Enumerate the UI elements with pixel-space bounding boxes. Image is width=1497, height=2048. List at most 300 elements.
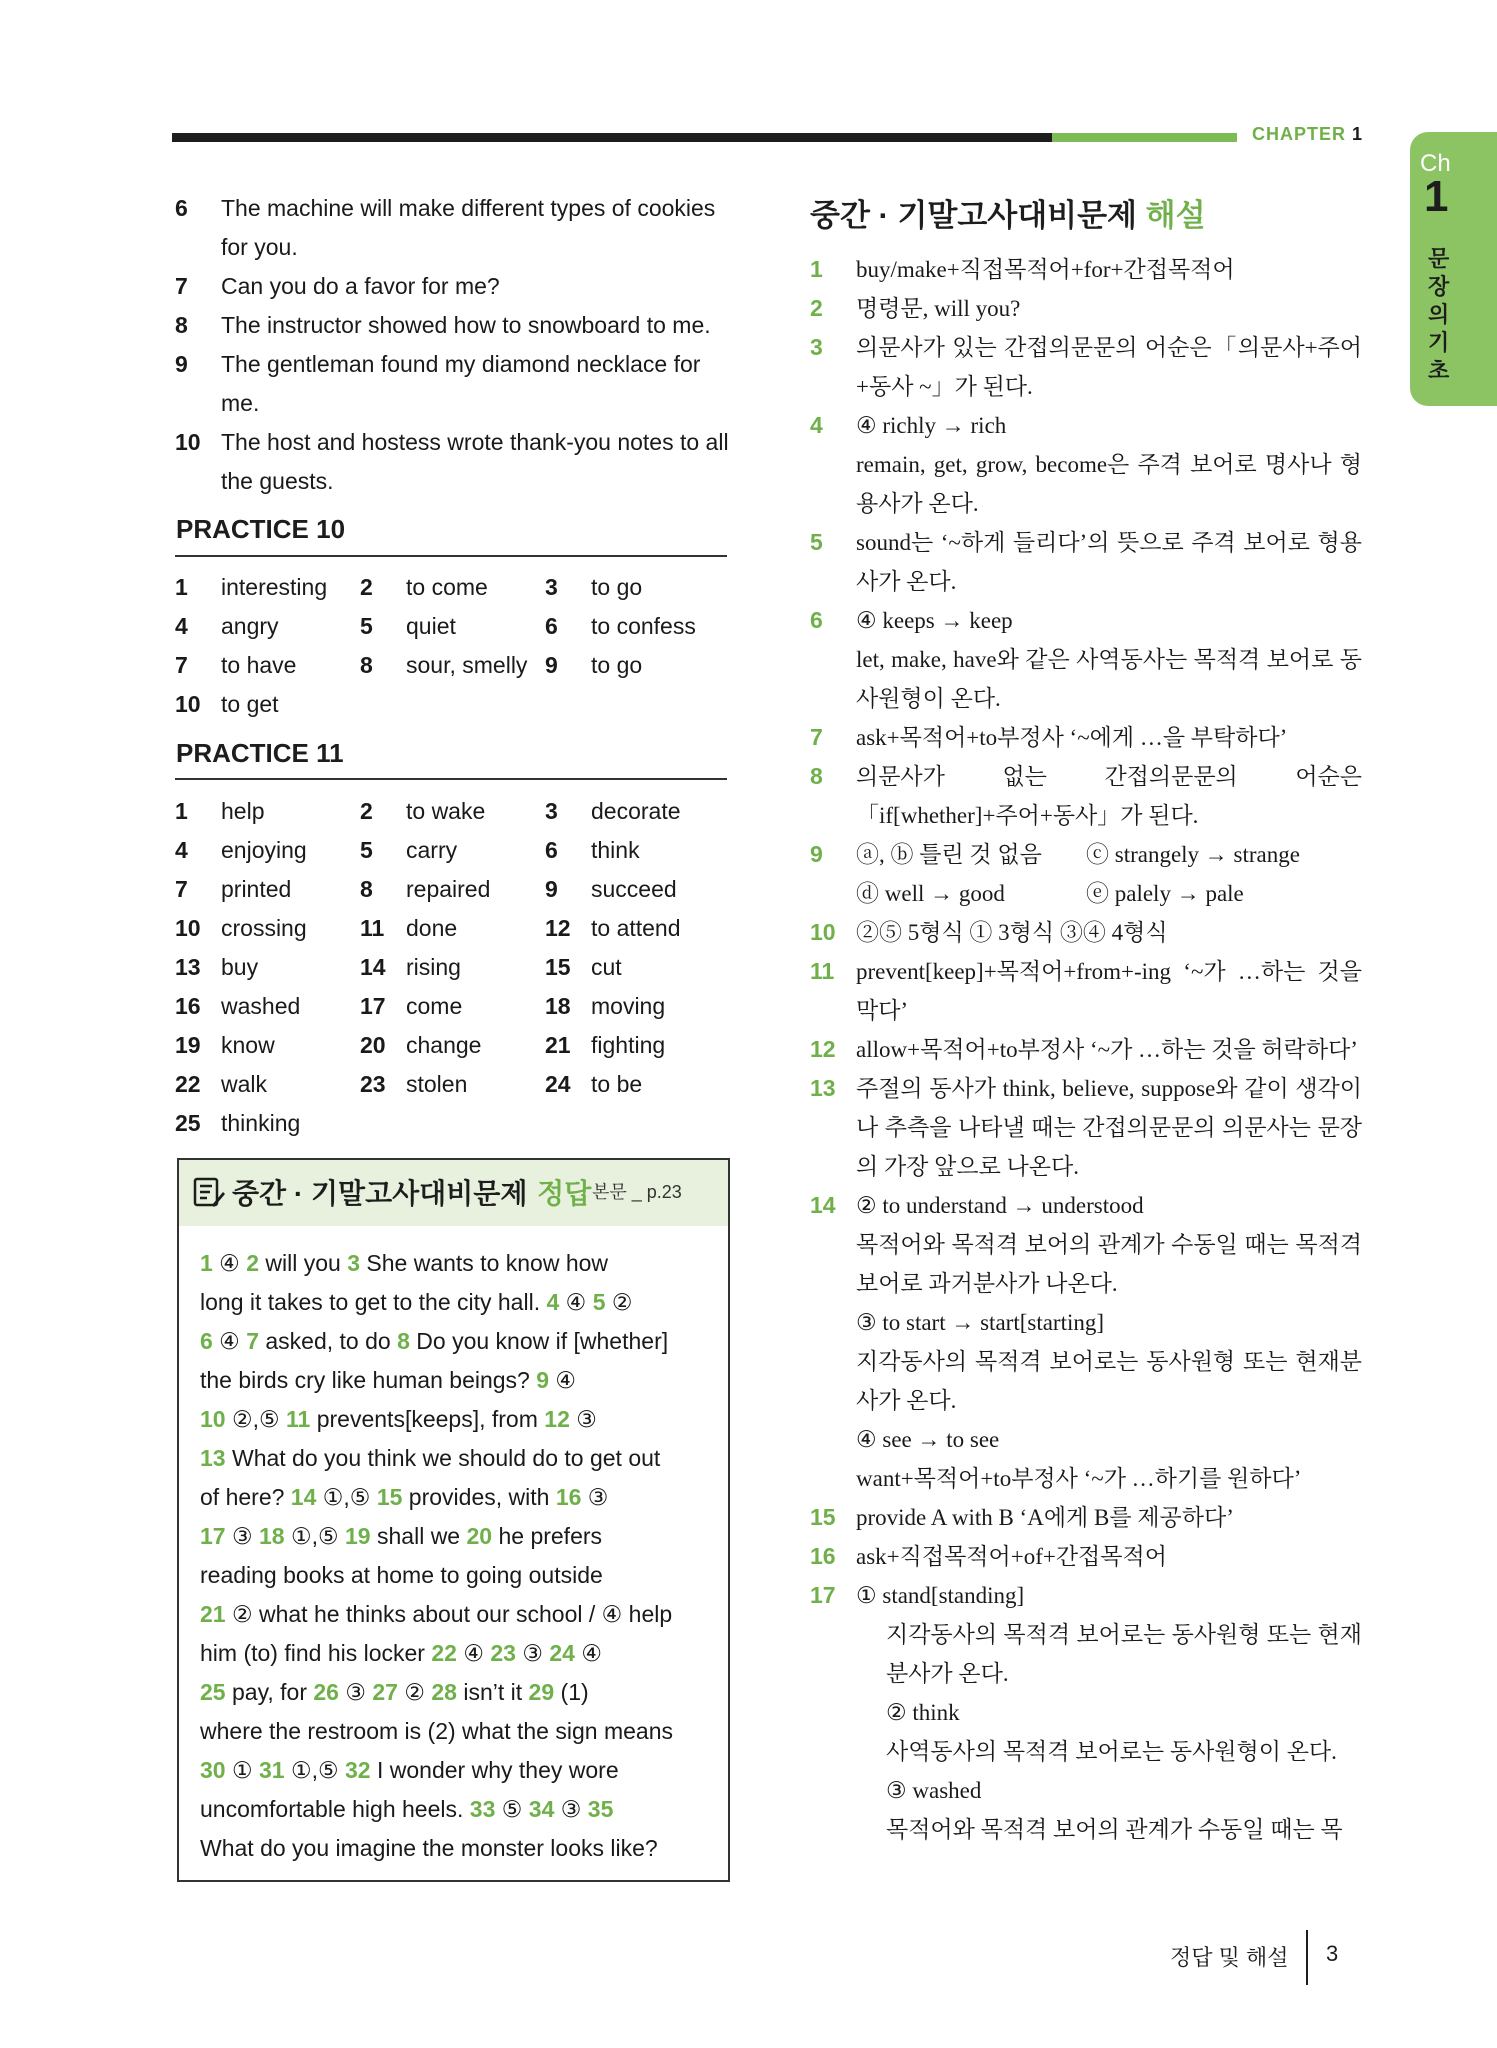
answer-key-number: 14 — [290, 1484, 317, 1510]
practice-11-answer — [360, 909, 545, 948]
answer-key-text: prevents[keeps], from — [310, 1406, 545, 1432]
answer-key-text: will you — [259, 1250, 348, 1276]
answer-key-text: ③ — [225, 1523, 259, 1549]
explanation-line: provide A with B ‘A에게 B를 제공하다’ — [856, 1505, 1234, 1530]
sentence-text: The machine will make different types of cookies for you. — [221, 195, 716, 260]
answer-key-text: ③ — [569, 1406, 597, 1432]
explanation-pair — [856, 835, 1362, 874]
answer-number: 10 — [175, 691, 201, 717]
explanation-line: ② to understand → understood — [856, 1193, 1144, 1218]
explanation-content — [856, 406, 1362, 523]
answer-key-text: of here? — [200, 1484, 291, 1510]
answer-text: done — [406, 915, 458, 941]
answer-key-number: 29 — [528, 1679, 555, 1705]
answer-line — [200, 1322, 720, 1361]
footer-divider — [1306, 1930, 1308, 1985]
explanation-item — [810, 1537, 1362, 1576]
practice-10-answer — [175, 685, 360, 724]
answer-key-text: ④ — [456, 1640, 491, 1666]
explanation-number: 8 — [810, 763, 823, 789]
explanation-subline: ② think — [886, 1700, 960, 1725]
explanation-title — [810, 190, 1206, 235]
answer-key-number: 34 — [528, 1796, 555, 1822]
answer-key-number: 31 — [259, 1757, 285, 1783]
practice-10-answer — [545, 607, 730, 646]
explanation-number: 14 — [810, 1192, 836, 1218]
answer-text: change — [406, 1032, 482, 1058]
answer-text: cut — [591, 954, 622, 980]
answer-key-text: isn’t it — [456, 1679, 529, 1705]
answer-number: 24 — [545, 1071, 571, 1097]
practice-11-answer — [360, 792, 545, 831]
sentence-item — [175, 423, 735, 501]
answer-page-ref: 본문 _ p.23 — [592, 1182, 682, 1202]
explanation-pair-item: ⓓ well → good — [856, 881, 1005, 906]
explanation-content — [856, 952, 1362, 1030]
explanation-line: 의문사가 있는 간접의문문의 어순은「의문사+주어+동사 ~」가 된다. — [856, 335, 1362, 399]
practice-11-answer — [545, 1026, 730, 1065]
practice-11-answer — [175, 948, 360, 987]
answer-key-text: uncomfortable high heels. — [200, 1796, 470, 1822]
practice-11-answer — [360, 870, 545, 909]
answer-text: to go — [591, 574, 643, 600]
answer-number: 9 — [545, 652, 558, 678]
answer-key-text: ④ — [549, 1367, 577, 1393]
sentence-number: 10 — [175, 429, 201, 455]
chapter-word: CHAPTER — [1252, 124, 1347, 144]
answer-key-number: 3 — [347, 1250, 360, 1276]
sentence-text: The gentleman found my diamond necklace for me. — [221, 351, 701, 416]
answer-text: moving — [591, 993, 666, 1019]
explanation-number: 3 — [810, 334, 823, 360]
explanation-line: ②⑤ 5형식 ① 3형식 ③④ 4형식 — [856, 920, 1168, 945]
answer-title-green: 정답 — [537, 1178, 592, 1209]
practice-11-heading — [176, 738, 344, 769]
explanation-line: buy/make+직접목적어+for+간접목적어 — [856, 257, 1235, 282]
answer-key-number: 9 — [536, 1367, 550, 1393]
sentence-item — [175, 189, 735, 267]
practice-10-answer — [360, 646, 545, 685]
answer-text: know — [221, 1032, 275, 1058]
answer-number: 9 — [545, 876, 558, 902]
answer-key-text: where the restroom is (2) what the sign means — [200, 1718, 673, 1744]
sentence-text: The host and hostess wrote thank-you notes to all the guests. — [221, 429, 729, 494]
explanation-content — [856, 250, 1362, 289]
practice-10-heading — [176, 514, 345, 545]
practice-11-answer — [545, 831, 730, 870]
explanation-item — [810, 250, 1362, 289]
header-rule-green — [1052, 133, 1237, 142]
explanation-line: allow+목적어+to부정사 ‘~가 …하는 것을 허락하다’ — [856, 1037, 1358, 1062]
answer-text: help — [221, 798, 265, 824]
answer-number: 5 — [360, 837, 373, 863]
sentence-item — [175, 345, 735, 423]
answer-number: 8 — [360, 876, 373, 902]
answer-key-number: 10 — [200, 1406, 226, 1432]
answer-key-text: long it takes to get to the city hall. — [200, 1289, 547, 1315]
sentence-text: Can you do a favor for me? — [221, 273, 500, 299]
answer-text: carry — [406, 837, 458, 863]
explanation-item — [810, 718, 1362, 757]
explanation-line: ③ to start → start[starting] — [856, 1310, 1105, 1335]
answer-key-text: ③ — [581, 1484, 609, 1510]
answer-key-number: 4 — [546, 1289, 560, 1315]
answer-key-number: 25 — [200, 1679, 226, 1705]
answer-number: 14 — [360, 954, 386, 980]
explanation-line: ask+직접목적어+of+간접목적어 — [856, 1544, 1167, 1569]
explanation-line: remain, get, grow, become은 주격 보어로 명사나 형용사가 온다. — [856, 452, 1362, 516]
header-rule-dark — [172, 133, 1052, 142]
answer-key-number: 13 — [200, 1445, 226, 1471]
answer-key-text: ② — [397, 1679, 432, 1705]
answer-text: to be — [591, 1071, 643, 1097]
answer-key-number: 23 — [490, 1640, 516, 1666]
answer-key-number: 1 — [200, 1250, 213, 1276]
answer-text: decorate — [591, 798, 681, 824]
sentence-number: 9 — [175, 351, 188, 377]
note-pencil-icon — [192, 1175, 226, 1216]
answer-text: to confess — [591, 613, 696, 639]
answer-key-text: provides, with — [402, 1484, 556, 1510]
chapter-label — [1252, 124, 1363, 145]
explanation-item — [810, 1030, 1362, 1069]
answer-key-number: 21 — [200, 1601, 226, 1627]
sentence-item — [175, 306, 735, 345]
answer-key-text: (1) — [554, 1679, 589, 1705]
practice-10-answer — [360, 607, 545, 646]
answer-number: 8 — [360, 652, 373, 678]
answer-line — [200, 1634, 720, 1673]
answer-line — [200, 1283, 720, 1322]
answer-text: repaired — [406, 876, 491, 902]
answer-text: enjoying — [221, 837, 307, 863]
answer-number: 4 — [175, 837, 188, 863]
answer-text: rising — [406, 954, 461, 980]
answer-line — [200, 1556, 720, 1595]
explanation-content — [856, 1498, 1362, 1537]
practice-10-answer — [360, 568, 545, 607]
answer-number: 16 — [175, 993, 201, 1019]
answer-key-text: ⑤ — [495, 1796, 529, 1822]
answer-key-text: I wonder why they wore — [370, 1757, 619, 1783]
practice-11-answer — [175, 870, 360, 909]
explanation-line: 명령문, will you? — [856, 296, 1021, 321]
answer-text: walk — [221, 1071, 268, 1097]
explanation-item — [810, 835, 1362, 913]
practice-11-answer — [545, 792, 730, 831]
answer-key-number: 11 — [286, 1406, 311, 1432]
answer-number: 23 — [360, 1071, 386, 1097]
answer-number: 5 — [360, 613, 373, 639]
answer-text: crossing — [221, 915, 307, 941]
answer-key-number: 15 — [376, 1484, 403, 1510]
explanation-line: ④ keeps → keep — [856, 608, 1013, 633]
side-tab-number: 1 — [1424, 172, 1449, 221]
answer-text: washed — [221, 993, 301, 1019]
answer-text: to attend — [591, 915, 681, 941]
explanation-item — [810, 406, 1362, 523]
answer-key-number: 32 — [345, 1757, 371, 1783]
explanation-subline: 지각동사의 목적격 보어로는 동사원형 또는 현재분사가 온다. — [886, 1622, 1362, 1686]
answer-line — [200, 1829, 720, 1868]
explanation-item — [810, 1576, 1362, 1849]
answer-key-number: 26 — [313, 1679, 339, 1705]
answer-key-number: 24 — [549, 1640, 575, 1666]
answer-key-number: 19 — [345, 1523, 371, 1549]
explanation-number: 9 — [810, 841, 823, 867]
answer-text: stolen — [406, 1071, 468, 1097]
explanation-title-text: 중간 · 기말고사대비문제 — [810, 198, 1138, 233]
answer-key-number: 8 — [397, 1328, 410, 1354]
answer-number: 6 — [545, 837, 558, 863]
explanation-line: ④ see → to see — [856, 1427, 1000, 1452]
practice-number: 10 — [316, 514, 346, 544]
answer-number: 4 — [175, 613, 188, 639]
practice-11-answer — [175, 1104, 360, 1143]
explanation-item — [810, 1069, 1362, 1186]
page-number: 3 — [1326, 1941, 1339, 1966]
practice-10-answer — [175, 568, 360, 607]
explanation-line: 의문사가 없는 간접의문문의 어순은「if[whether]+주어+동사」가 된다. — [856, 764, 1362, 828]
practice-10-rule — [175, 555, 727, 557]
explanation-content — [856, 913, 1362, 952]
answer-line — [200, 1517, 720, 1556]
explanation-content — [856, 757, 1362, 835]
answer-key-number: 5 — [592, 1289, 606, 1315]
practice-11-answer — [175, 909, 360, 948]
practice-11-answer — [360, 987, 545, 1026]
answer-line — [200, 1751, 720, 1790]
answer-number: 7 — [175, 652, 188, 678]
sentence-text: The instructor showed how to snowboard to me. — [221, 312, 711, 338]
explanation-line: prevent[keep]+목적어+from+-ing ‘~가 …하는 것을 막다’ — [856, 959, 1362, 1023]
sentence-number: 6 — [175, 195, 188, 221]
answer-line — [200, 1244, 720, 1283]
explanation-content — [856, 1069, 1362, 1186]
sentence-item — [175, 267, 735, 306]
answer-number: 22 — [175, 1071, 201, 1097]
answer-number: 11 — [360, 915, 385, 941]
answer-number: 21 — [545, 1032, 571, 1058]
practice-11-answer — [360, 1026, 545, 1065]
explanation-number: 12 — [810, 1036, 836, 1062]
practice-label: PRACTICE — [176, 738, 309, 768]
answer-key-number: 30 — [200, 1757, 226, 1783]
practice-11-answer — [360, 831, 545, 870]
answer-key-text: ② — [605, 1289, 633, 1315]
answer-text: printed — [221, 876, 292, 902]
answer-number: 7 — [175, 876, 188, 902]
explanation-item — [810, 1498, 1362, 1537]
explanation-pair-item: ⓒ strangely → strange — [1086, 842, 1300, 867]
answer-text: interesting — [221, 574, 328, 600]
explanation-number: 7 — [810, 724, 823, 750]
chapter-number: 1 — [1352, 124, 1364, 144]
explanation-item — [810, 289, 1362, 328]
answer-number: 10 — [175, 915, 201, 941]
answer-key-text: ②,⑤ — [225, 1406, 287, 1432]
explanation-number: 16 — [810, 1543, 836, 1569]
explanation-line: ask+목적어+to부정사 ‘~에게 …을 부탁하다’ — [856, 725, 1288, 750]
explanation-content — [856, 1186, 1362, 1498]
answer-key-number: 18 — [259, 1523, 285, 1549]
practice-11-answer — [175, 1026, 360, 1065]
explanation-item — [810, 1186, 1362, 1498]
answer-number: 3 — [545, 574, 558, 600]
answer-key-text: ① — [225, 1757, 259, 1783]
answer-key-text: reading books at home to going outside — [200, 1562, 603, 1588]
answer-key-text: What do you imagine the monster looks like? — [200, 1835, 658, 1861]
answer-number: 17 — [360, 993, 386, 1019]
answer-box-body — [200, 1244, 720, 1868]
explanation-subline: ③ washed — [886, 1778, 982, 1803]
answer-key-number: 28 — [431, 1679, 457, 1705]
explanation-subline: 목적어와 목적격 보어의 관계가 수동일 때는 목 — [886, 1817, 1343, 1842]
answer-text: thinking — [221, 1110, 301, 1136]
explanation-item — [810, 601, 1362, 718]
answer-number: 19 — [175, 1032, 201, 1058]
answer-key-text: ①,⑤ — [284, 1523, 346, 1549]
practice-10-answers — [175, 568, 735, 724]
answer-key-number: 22 — [431, 1640, 457, 1666]
answer-text: angry — [221, 613, 279, 639]
answer-key-number: 17 — [200, 1523, 226, 1549]
practice-11-answer — [545, 948, 730, 987]
explanation-content — [856, 1030, 1362, 1069]
practice-label: PRACTICE — [176, 514, 309, 544]
practice-11-answer — [545, 987, 730, 1026]
explanation-item — [810, 913, 1362, 952]
explanation-line: ④ richly → rich — [856, 413, 1007, 438]
answer-key-text: ④ — [212, 1328, 247, 1354]
practice-11-rule — [175, 778, 727, 780]
answer-number: 13 — [175, 954, 201, 980]
answer-number: 3 — [545, 798, 558, 824]
answer-number: 2 — [360, 798, 373, 824]
explanation-list — [810, 250, 1362, 1849]
answer-line — [200, 1361, 720, 1400]
explanation-number: 6 — [810, 607, 823, 633]
explanation-number: 1 — [810, 256, 823, 282]
answer-number: 2 — [360, 574, 373, 600]
explanation-item — [810, 952, 1362, 1030]
explanation-line: ① stand[standing] — [856, 1583, 1025, 1608]
answer-text: buy — [221, 954, 259, 980]
explanation-number: 11 — [810, 958, 835, 984]
answer-key-number: 7 — [246, 1328, 259, 1354]
explanation-content — [856, 835, 1362, 913]
side-tab-title: 문장의기초 — [1428, 246, 1450, 383]
explanation-item — [810, 523, 1362, 601]
practice-11-answers — [175, 792, 735, 1143]
answer-text: succeed — [591, 876, 677, 902]
explanation-content — [856, 289, 1362, 328]
practice-11-answer — [545, 909, 730, 948]
explanation-pair — [856, 874, 1362, 913]
answer-key-number: 16 — [555, 1484, 582, 1510]
practice-10-answer — [545, 646, 730, 685]
answer-key-number: 33 — [469, 1796, 496, 1822]
explanation-item — [810, 328, 1362, 406]
answer-text: come — [406, 993, 463, 1019]
sentence-list — [175, 189, 735, 501]
answer-title-text: 중간 · 기말고사대비문제 — [232, 1178, 528, 1209]
answer-line — [200, 1595, 720, 1634]
explanation-number: 10 — [810, 919, 836, 945]
explanation-line: let, make, have와 같은 사역동사는 목적격 보어로 동사원형이 온다. — [856, 647, 1362, 711]
explanation-content — [856, 718, 1362, 757]
explanation-content — [856, 1537, 1362, 1576]
side-tab-ch: Ch — [1420, 150, 1451, 177]
practice-11-answer — [545, 1065, 730, 1104]
answer-key-text: ② what he thinks about our school / ④ help — [225, 1601, 673, 1627]
practice-11-answer — [545, 870, 730, 909]
explanation-number: 15 — [810, 1504, 836, 1530]
answer-key-text: ④ — [212, 1250, 247, 1276]
explanation-line: 지각동사의 목적격 보어로는 동사원형 또는 현재분사가 온다. — [856, 1349, 1362, 1413]
answer-line — [200, 1439, 720, 1478]
answer-number: 1 — [175, 798, 188, 824]
answer-key-number: 12 — [544, 1406, 570, 1432]
explanation-number: 13 — [810, 1075, 836, 1101]
answer-key-text: him (to) find his locker — [200, 1640, 432, 1666]
practice-11-answer — [175, 831, 360, 870]
explanation-subline: 사역동사의 목적격 보어로는 동사원형이 온다. — [886, 1739, 1337, 1764]
answer-key-text: She wants to know how — [360, 1250, 609, 1276]
answer-key-number: 20 — [466, 1523, 493, 1549]
explanation-pair-item: ⓐ, ⓑ 틀린 것 없음 — [856, 842, 1042, 867]
answer-key-text: ①,⑤ — [316, 1484, 377, 1510]
answer-key-text: ③ — [554, 1796, 588, 1822]
answer-text: quiet — [406, 613, 456, 639]
answer-key-text: ①,⑤ — [284, 1757, 346, 1783]
practice-10-answer — [545, 568, 730, 607]
explanation-title-green: 해설 — [1145, 198, 1206, 233]
explanation-line: sound는 ‘~하게 들리다’의 뜻으로 주격 보어로 형용사가 온다. — [856, 530, 1362, 594]
answer-text: to come — [406, 574, 488, 600]
explanation-item — [810, 757, 1362, 835]
explanation-number: 2 — [810, 295, 823, 321]
answer-text: to go — [591, 652, 643, 678]
answer-key-number: 6 — [200, 1328, 213, 1354]
footer-section: 정답 및 해설 — [1170, 1945, 1289, 1970]
answer-key-text: Do you know if [whether] — [409, 1328, 669, 1354]
answer-line — [200, 1400, 720, 1439]
practice-11-answer — [175, 792, 360, 831]
answer-line — [200, 1478, 720, 1517]
practice-11-answer — [175, 1065, 360, 1104]
answer-number: 18 — [545, 993, 571, 1019]
sentence-number: 8 — [175, 312, 188, 338]
explanation-line: want+목적어+to부정사 ‘~가 …하기를 원하다’ — [856, 1466, 1302, 1491]
explanation-line: 목적어와 목적격 보어의 관계가 수동일 때는 목적격 보어로 과거분사가 나온다. — [856, 1232, 1362, 1296]
answer-line — [200, 1673, 720, 1712]
explanation-content — [856, 601, 1362, 718]
explanation-pair-item: ⓔ palely → pale — [1086, 881, 1244, 906]
practice-number: 11 — [316, 738, 344, 768]
answer-key-number: 35 — [587, 1796, 614, 1822]
answer-key-text: What do you think we should do to get out — [225, 1445, 661, 1471]
answer-line — [200, 1790, 720, 1829]
practice-10-answer — [175, 607, 360, 646]
explanation-line: 주절의 동사가 think, believe, suppose와 같이 생각이나 추측을 나타낼 때는 간접의문문의 의문사는 문장의 가장 앞으로 나온다. — [856, 1076, 1362, 1179]
answer-key-text: the birds cry like human beings? — [200, 1367, 537, 1393]
answer-key-text: asked, to do — [259, 1328, 398, 1354]
practice-11-answer — [175, 987, 360, 1026]
explanation-content — [856, 328, 1362, 406]
answer-text: to have — [221, 652, 297, 678]
answer-text: to get — [221, 691, 279, 717]
